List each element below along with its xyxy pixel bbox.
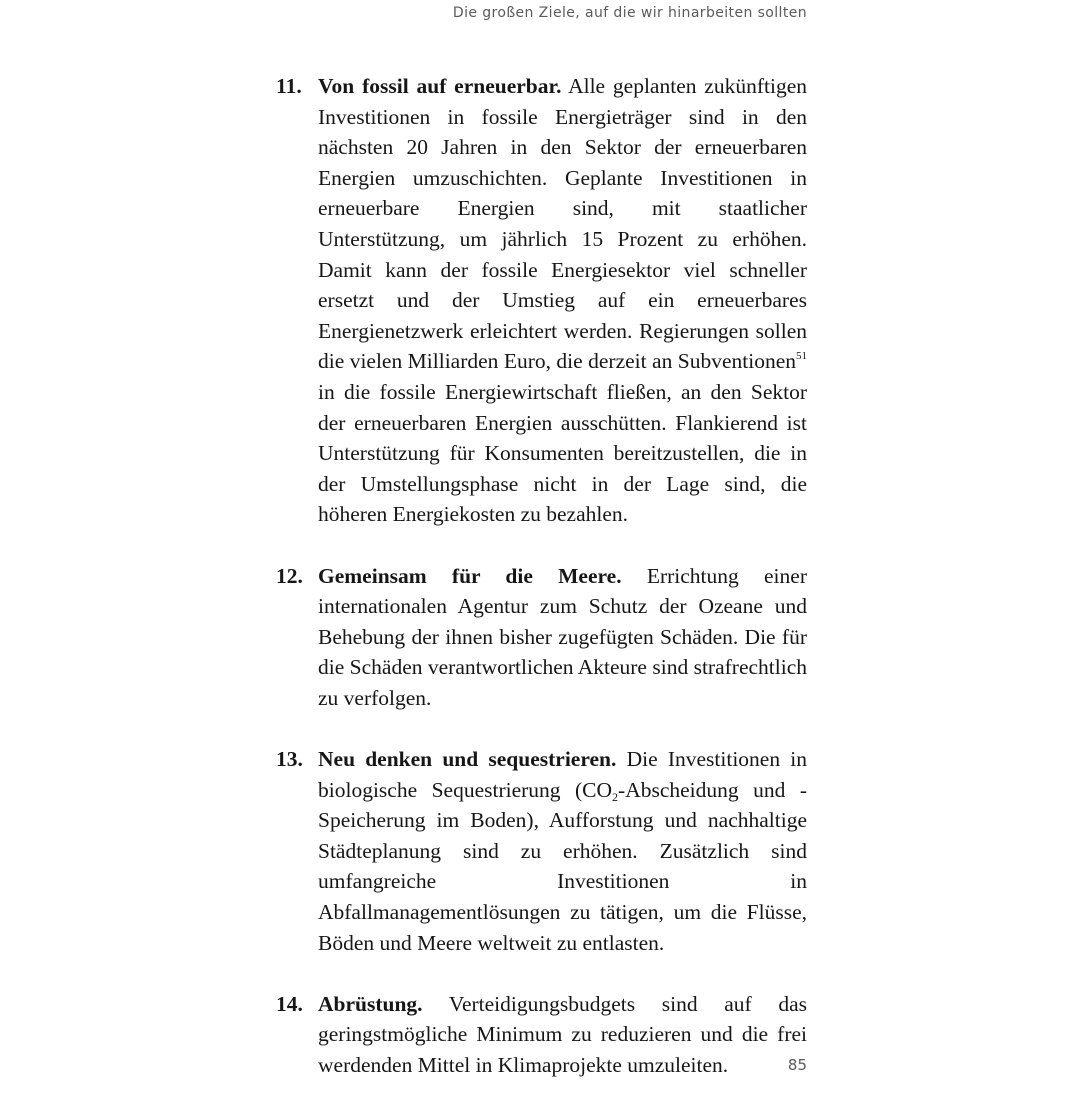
footnote-ref: 51: [796, 350, 807, 363]
item-title: Gemeinsam für die Meere.: [318, 563, 622, 588]
item-number: 12.: [276, 563, 303, 588]
item-text: Die Investitionen in biologische Sequestrierung (CO: [318, 747, 807, 802]
goal-item-11: [276, 71, 807, 530]
goal-list: [276, 71, 807, 1111]
item-title: Abrüstung.: [318, 991, 423, 1016]
item-number: 11.: [276, 74, 302, 98]
subscript-2: 2: [612, 789, 619, 804]
item-title: Neu denken und sequestrieren.: [318, 747, 617, 772]
running-header: Die großen Ziele, auf die wir hinarbeiten sollten: [452, 5, 807, 21]
goal-item-13: [276, 744, 807, 958]
item-text: Errichtung einer internationalen Agentur zum Schutz der Ozeane und Behebung der ihnen bisher zugefügten Schäden. Die für die Schäden verantwortlichen Akteure sind strafrechtlich zu verfolgen.: [318, 563, 807, 710]
item-title: Von fossil auf erneuerbar.: [318, 74, 562, 98]
goal-item-14: [276, 989, 807, 1081]
item-text-continued: in die fossile Energiewirtschaft fließen, an den Sektor der erneuerbaren Energien ausschütten. Flankierend ist Unterstützung für Konsumenten bereitzustellen, die in der Umstellungsphase nicht in der Lage sind, die höheren Energiekosten zu bezahlen.: [318, 379, 807, 527]
item-text: Alle geplanten zukünftigen Investitionen in fossile Energieträger sind in den nächsten 20 Jahren in den Sektor der erneuerbaren Energien umzuschichten. Geplante Investitionen in erneuerbare Energien sind, mit staatlicher Unterstützung, um jährlich 15 Prozent zu erhöhen. Damit kann der fossile Energiesektor viel schneller ersetzt und der Umstieg auf ein erneuerbares Energienetzwerk erleichtert werden. Regierungen sollen die vielen Milliarden Euro, die derzeit an Subventionen: [318, 74, 807, 374]
item-text: Verteidigungsbudgets sind auf das geringstmögliche Minimum zu reduzieren und die frei werdenden Mittel in Klimaprojekte umzuleiten.: [318, 991, 807, 1077]
item-text-continued: -Abscheidung und -Speicherung im Boden), Aufforstung und nachhaltige Städteplanung sind zu erhöhen. Zusätzlich sind umfangreiche Investitionen in Abfallmanagementlösungen zu tätigen, um die Flüsse, Böden und Meere weltweit zu entlasten.: [318, 777, 807, 955]
item-number: 14.: [276, 991, 303, 1016]
item-number: 13.: [276, 747, 303, 772]
page-number: 85: [787, 1056, 807, 1074]
goal-item-12: [276, 561, 807, 714]
